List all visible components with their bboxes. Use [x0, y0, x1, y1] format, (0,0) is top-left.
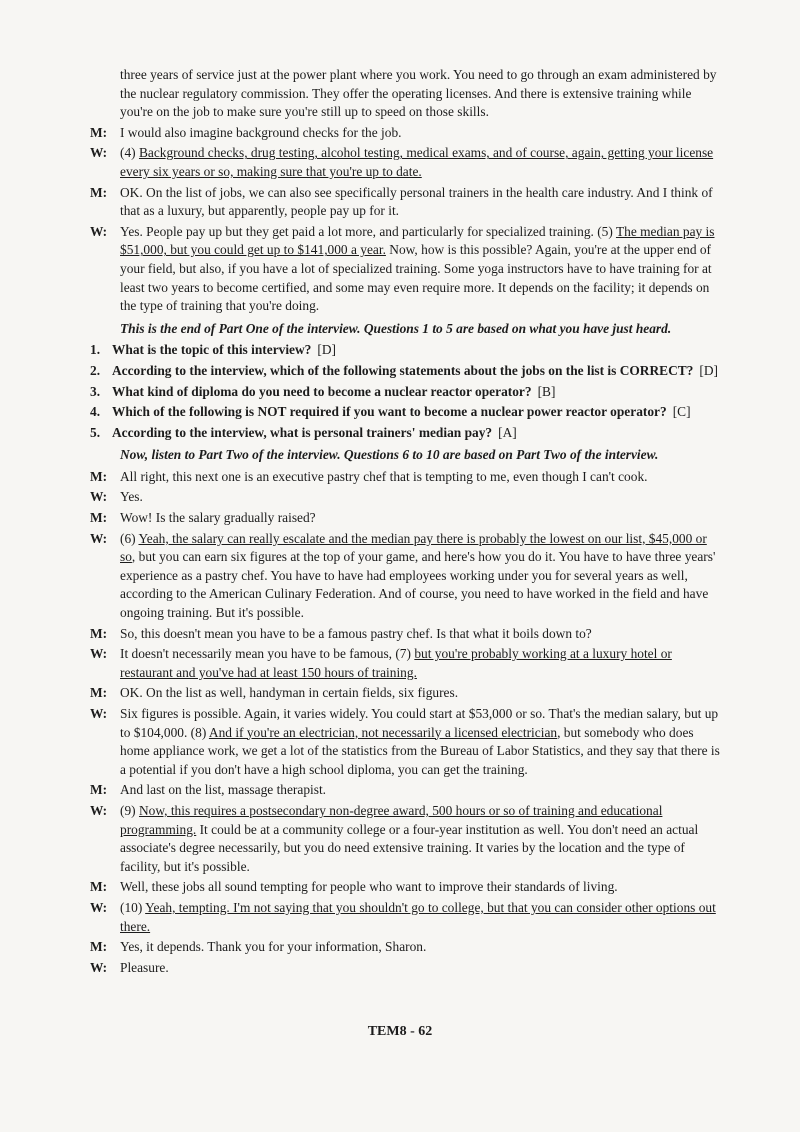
- utterance-text: Yes. People pay up but they get paid a lot more, and particularly for specialized training. (5): [120, 223, 616, 239]
- question-number: 2.: [90, 362, 101, 378]
- answer-key: [D]: [317, 342, 336, 358]
- answer-underline: The median pay is $51,000, but you could get up to $141,000 a year.: [120, 223, 715, 258]
- utterance-text: OK. On the list as well, handyman in certain fields, six figures.: [120, 685, 459, 701]
- utterance-text: (4): [120, 145, 139, 161]
- utterance-text: , but somebody who does home appliance work, we get a lot of the statistics from the Bureau of Labor Statistics, and they say that there is a potential if you don't have a high school diploma, you can get the training.: [120, 724, 720, 777]
- question-item: [90, 403, 724, 422]
- speaker-label: W:: [90, 530, 108, 546]
- question-item: [90, 424, 724, 443]
- dialogue-turn: [90, 878, 724, 897]
- speaker-label: W:: [90, 223, 108, 239]
- answer-key: [A]: [498, 424, 517, 440]
- answer-key: [B]: [537, 383, 556, 399]
- part-two-dialogue: [90, 468, 724, 977]
- dialogue-turn: [90, 144, 724, 181]
- question-text: According to the interview, what is personal trainers' median pay?: [112, 424, 493, 440]
- utterance-text: And last on the list, massage therapist.: [120, 782, 327, 798]
- speaker-label: M:: [90, 124, 108, 140]
- question-text: What is the topic of this interview?: [112, 342, 312, 358]
- speaker-label: W:: [90, 959, 108, 975]
- question-number: 5.: [90, 424, 101, 440]
- utterance-text: (6): [120, 530, 139, 546]
- intro-continuation: three years of service just at the power plant where you work. You need to go through an exam administered by the nuclear regulatory commission. They offer the operating licenses. And there is extensive training while you're on the job to make sure you're still up to speed on those skills.: [120, 67, 717, 120]
- answer-underline: Yeah, the salary can really escalate and the median pay there is probably the lowest on our list, $45,000 or so: [120, 530, 707, 565]
- dialogue-turn: [90, 959, 724, 978]
- dialogue-turn: [90, 223, 724, 316]
- answer-underline: Now, this requires a postsecondary non-degree award, 500 hours or so of training and educational programming.: [120, 802, 663, 837]
- part-two-instruction: Now, listen to Part Two of the interview. Questions 6 to 10 are based on Part Two of the interview.: [120, 447, 659, 463]
- speaker-label: W:: [90, 489, 108, 505]
- speaker-label: M:: [90, 939, 108, 955]
- utterance-text: I would also imagine background checks for the job.: [120, 124, 402, 140]
- dialogue-turn: [90, 184, 724, 221]
- dialogue-turn: [90, 468, 724, 487]
- part-one-end-instruction: This is the end of Part One of the interview. Questions 1 to 5 are based on what you have just heard.: [120, 320, 672, 336]
- question-number: 4.: [90, 404, 101, 420]
- speaker-label: W:: [90, 706, 108, 721]
- speaker-label: W:: [90, 802, 108, 818]
- utterance-text: Yes, it depends. Thank you for your information, Sharon.: [120, 939, 427, 955]
- dialogue-turn: [90, 705, 724, 779]
- utterance-text: So, this doesn't mean you have to be a famous pastry chef. Is that what it boils down to?: [120, 625, 592, 641]
- dialogue-turn: [90, 124, 724, 143]
- speaker-label: W:: [90, 899, 108, 915]
- question-number: 1.: [90, 342, 101, 358]
- dialogue-turn: [90, 684, 724, 703]
- answer-key: [C]: [672, 404, 691, 420]
- utterance-text: All right, this next one is an executive pastry chef that is tempting to me, even though I can't cook.: [120, 468, 648, 484]
- utterance-text: OK. On the list of jobs, we can also see specifically personal trainers in the health care industry. And I think of that as a luxury, but apparently, people pay up for it.: [120, 184, 713, 219]
- utterance-text: It doesn't necessarily mean you have to be famous, (7): [120, 646, 415, 662]
- utterance-text: Pleasure.: [120, 959, 169, 975]
- answer-key: [D]: [699, 362, 718, 378]
- utterance-text: Well, these jobs all sound tempting for people who want to improve their standards of living.: [120, 879, 618, 895]
- question-item: [90, 383, 724, 402]
- dialogue-turn: [90, 530, 724, 623]
- question-item: [90, 341, 724, 360]
- utterance-text: It could be at a community college or a four-year institution as well. You don't need an actual associate's degree necessarily, but you do need extensive training. It varies by the location and the type of facility, but it's possible.: [120, 821, 699, 874]
- dialogue-turn: [90, 488, 724, 507]
- utterance-text: , but you can earn six figures at the top of your game, and here's how you do it. You have to have three years' experience as a pastry chef. You have to have had employees working under you for several years as well, according to the American Culinary Federation. And of course, you need to have worked in the field and have ongoing training. But it's possible.: [120, 549, 716, 621]
- utterance-text: (10): [120, 899, 146, 915]
- dialogue-turn: [90, 899, 724, 936]
- dialogue-turn: [90, 802, 724, 876]
- speaker-label: M:: [90, 782, 108, 798]
- part-one-dialogue: [90, 124, 724, 316]
- page-footer: TEM8 - 62: [367, 1024, 433, 1039]
- dialogue-turn: [90, 625, 724, 644]
- transcript: [90, 66, 724, 977]
- speaker-label: W:: [90, 646, 108, 662]
- answer-underline: but you're probably working at a luxury hotel or restaurant and you've had at least 150 hours of training.: [120, 646, 672, 680]
- speaker-label: M:: [90, 510, 108, 526]
- dialogue-turn: [90, 509, 724, 528]
- answer-underline: And if you're an electrician, not necessarily a licensed electrician: [208, 724, 558, 740]
- dialogue-turn: [90, 781, 724, 800]
- speaker-label: W:: [90, 145, 108, 161]
- question-item: [90, 362, 724, 381]
- speaker-label: M:: [90, 468, 108, 484]
- utterance-text: Wow! Is the salary gradually raised?: [120, 510, 316, 526]
- utterance-text: (9): [120, 802, 139, 818]
- answer-underline: Background checks, drug testing, alcohol testing, medical exams, and of course, again, getting your license every six years or so, making sure that you're up to date.: [120, 145, 714, 179]
- question-text: Which of the following is NOT required if you want to become a nuclear power reactor operator?: [112, 404, 667, 420]
- question-list: [90, 341, 724, 442]
- question-text: What kind of diploma do you need to become a nuclear reactor operator?: [112, 383, 532, 399]
- speaker-label: M:: [90, 625, 108, 641]
- utterance-text: Six figures is possible. Again, it varies widely. You could start at $53,000 or so. That's the median salary, but up to $104,000. (8): [120, 706, 719, 740]
- dialogue-turn: [90, 645, 724, 682]
- speaker-label: M:: [90, 685, 108, 701]
- utterance-text: Now, how is this possible? Again, you're at the upper end of your field, but also, if you have a lot of specialized training. Some yoga instructors have to have training for at least two years to become certified, and some may even require more. It depends on the facility; it depends on the type of training that you're doing.: [120, 242, 712, 314]
- question-text: According to the interview, which of the following statements about the jobs on the list is CORRECT?: [112, 362, 694, 378]
- answer-underline: Yeah, tempting. I'm not saying that you shouldn't go to college, but that you can consider other options out there.: [120, 899, 716, 934]
- question-number: 3.: [90, 383, 101, 399]
- dialogue-turn: [90, 938, 724, 957]
- speaker-label: M:: [90, 184, 108, 200]
- utterance-text: Yes.: [120, 489, 143, 505]
- speaker-label: M:: [90, 879, 108, 895]
